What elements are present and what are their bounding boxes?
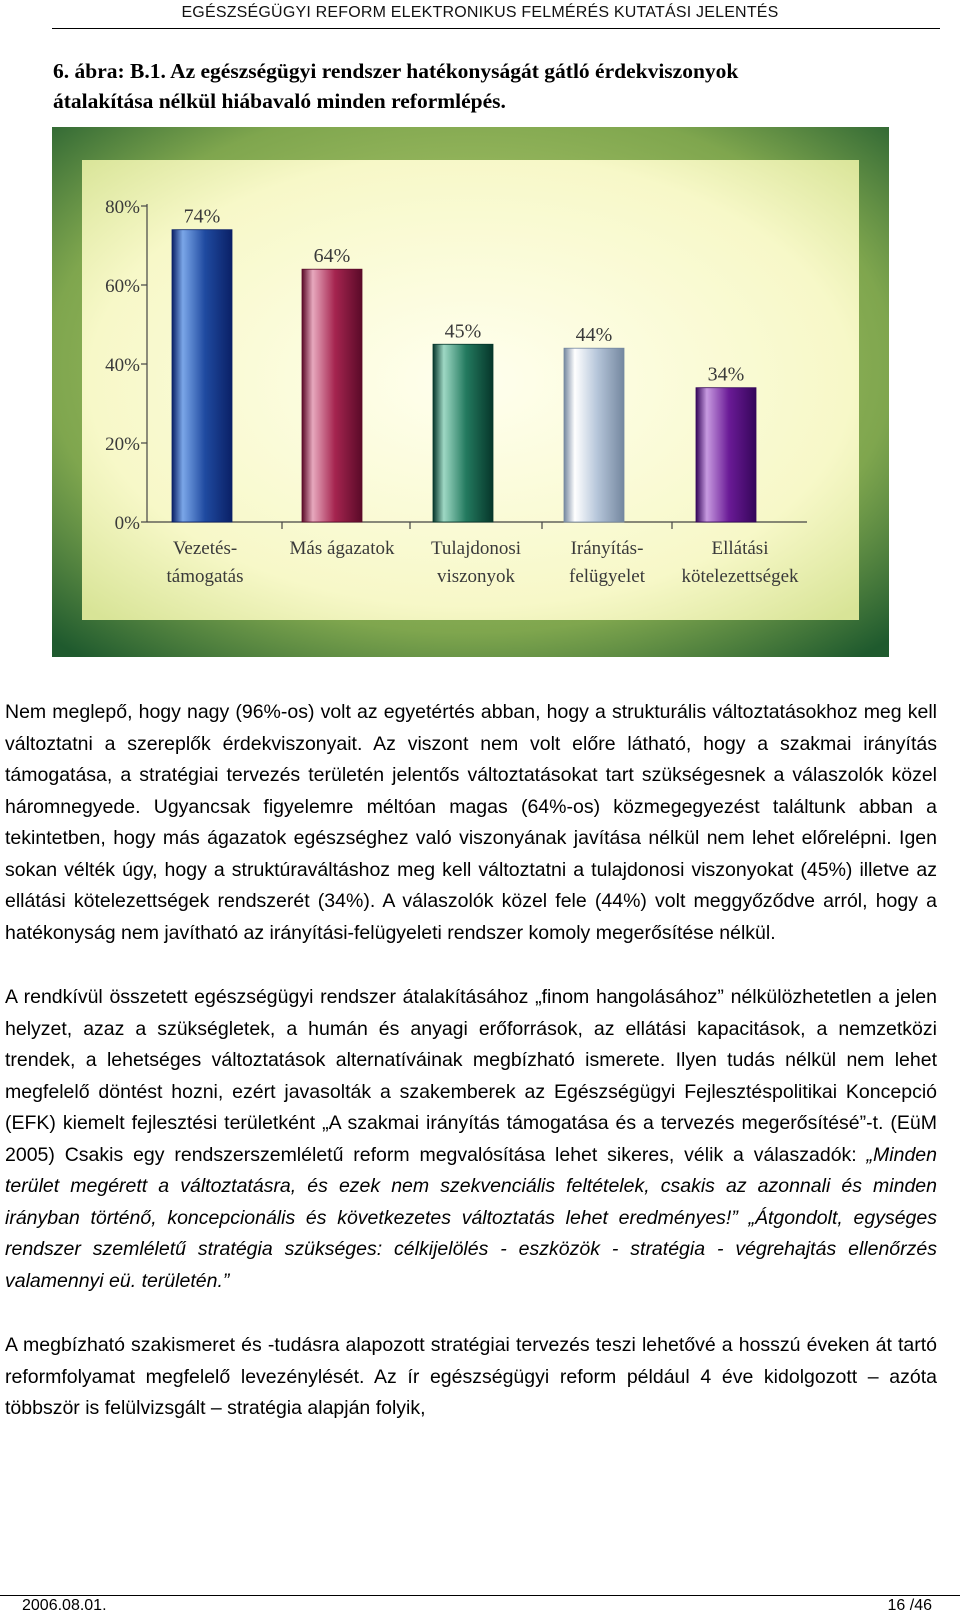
bar (172, 230, 232, 522)
category-label: Más ágazatok (289, 538, 395, 559)
y-tick-label: 0% (114, 513, 140, 534)
category-label: Tulajdonosi (430, 538, 522, 559)
paragraph-2-text: A rendkívül összetett egészségügyi rendszer átalakításához „finom hangolásához” nélkülözhetetlen a jelen helyzet, azaz a szükségletek, a humán és anyagi erőforrások, az ellátási kapacitások, a nemzetközi trendek, a lehetséges változtatások alternatíváinak megbízható ismerete. Ilyen tudás nélkül nem lehet megfelelő döntést hozni, ezért javasolták a szakemberek az Egészségügyi Fejlesztéspolitikai Koncepció (EFK) kiemelt fejlesztési területként „A szakmai irányítás támogatása és a tervezés megerősítésé”-t. (EüM 2005) Csakis egy rendszerszemléletű reform megvalósítása lehet sikeres, vélik a válaszadók: (5, 986, 937, 1166)
paragraph-2 (5, 982, 937, 1297)
paragraph-2-quote: „Minden terület megérett a változtatásra, és ezek nem szekvenciális feltételek, csakis az azonnali és minden irányban történő, koncepcionális és következetes változtatás lehet eredményes!” „Átgondolt, egységes rendszer szemléletű stratégia szükséges: célkijelölés - eszközök - stratégia - végrehajtás ellenőrzés valamennyi eü. területén.” (5, 1143, 937, 1292)
footer-page-number: 16 /46 (887, 1597, 932, 1614)
category-label: Ellátási (711, 538, 769, 559)
bar-value-label: 34% (707, 363, 745, 386)
category-label: Irányítás- (570, 538, 644, 559)
bar-chart-svg (52, 127, 889, 657)
paragraph-1: Nem meglepő, hogy nagy (96%-os) volt az egyetértés abban, hogy a strukturális változtatásokhoz meg kell változtatni a szereplők érdekviszonyait. Az viszont nem volt előre látható, hogy a szakmai irányítás támogatása, a stratégiai tervezés területén jelentős változtatásokat tart szükségesnek a válaszolók közel háromnegyede. Ugyancsak figyelemre méltóan magas (64%-os) közmegegyezést találtunk abban a tekintetben, hogy más ágazatok egészséghez való viszonyának javítása nélkül nem lehet előrelépni. Igen sokan vélték úgy, hogy a struktúraváltáshoz meg kell változtatni a tulajdonosi viszonyokat (45%) illetve az ellátási kötelezettségek rendszerét (34%). A válaszolók közel fele (44%) volt meggyőződve arról, hogy a hatékonyság nem javítható az irányítási-felügyeleti rendszer komoly megerősítése nélkül. (5, 701, 937, 944)
category-label: viszonyok (436, 566, 516, 587)
bar-chart (52, 127, 889, 657)
paragraph-3: A megbízható szakismeret és -tudásra alapozott stratégiai tervezés teszi lehetővé a hosszú éveken át tartó reformfolyamat megfelelő levezénylését. Az ír egészségügyi reform például 4 éve kidolgozott – azóta többször is felülvizsgált – stratégia alapján folyik, (5, 1334, 937, 1419)
figure-caption-line-1: 6. ábra: B.1. Az egészségügyi rendszer hatékonyságát gátló érdekviszonyok (53, 59, 739, 83)
bar-value-label: 64% (313, 245, 351, 268)
figure-caption-line-2: átalakítása nélkül hiábavaló minden reformlépés. (53, 89, 506, 113)
bar (564, 348, 624, 522)
footer-rule (0, 1595, 960, 1596)
bar (302, 269, 362, 522)
category-label: felügyelet (569, 566, 645, 587)
y-tick-label: 80% (105, 197, 140, 218)
bar (696, 388, 756, 522)
category-label: kötelezettségek (681, 566, 799, 587)
figure-caption (53, 56, 913, 116)
category-label: támogatás (166, 566, 244, 587)
y-tick-label: 20% (105, 434, 140, 455)
bar-value-label: 74% (183, 205, 221, 228)
bar-value-label: 44% (575, 324, 613, 347)
footer-date: 2006.08.01. (22, 1597, 107, 1614)
body-text (5, 697, 937, 1458)
category-label: Vezetés- (172, 538, 238, 559)
y-tick-label: 40% (105, 355, 140, 376)
running-header-title: EGÉSZSÉGÜGYI REFORM ELEKTRONIKUS FELMÉRÉS KUTATÁSI JELENTÉS (181, 4, 779, 21)
bar (433, 344, 493, 522)
y-tick-label: 60% (105, 276, 140, 297)
bar-value-label: 45% (444, 320, 482, 343)
header-rule (52, 28, 940, 29)
